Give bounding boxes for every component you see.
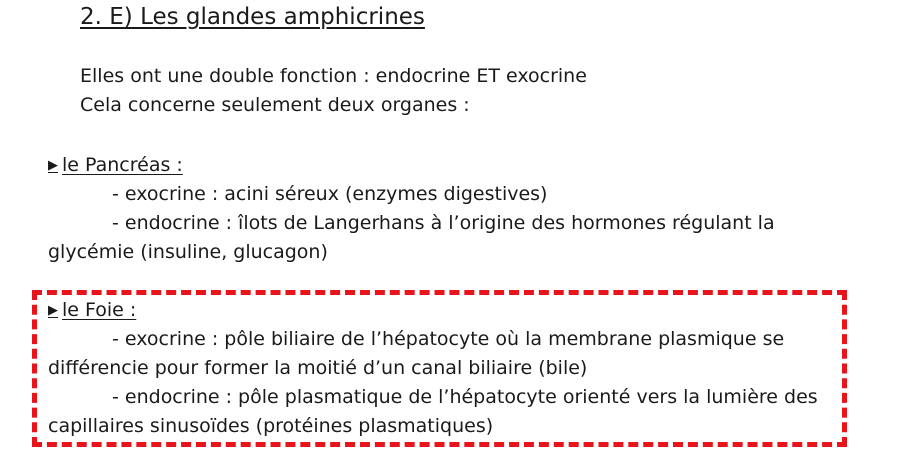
foie-heading	[48, 298, 136, 323]
pancreas-endocrine-continuation: glycémie (insuline, glucagon)	[48, 241, 328, 263]
section-title: 2. E) Les glandes amphicrines	[80, 4, 425, 30]
foie-endocrine-line: - endocrine : pôle plasmatique de l’hépatocyte orienté vers la lumière des	[112, 386, 818, 408]
foie-exocrine-continuation: différencie pour former la moitié d’un canal biliaire (bile)	[48, 357, 588, 379]
foie-endocrine-continuation: capillaires sinusoïdes (protéines plasmatiques)	[48, 415, 494, 437]
intro-line-1: Elles ont une double fonction : endocrine ET exocrine	[80, 65, 587, 87]
pancreas-exocrine-line: - exocrine : acini séreux (enzymes digestives)	[112, 183, 548, 205]
pancreas-heading-label: le Pancréas :	[62, 154, 183, 176]
intro-line-2: Cela concerne seulement deux organes :	[80, 94, 470, 116]
pancreas-endocrine-line: - endocrine : îlots de Langerhans à l’origine des hormones régulant la	[112, 212, 775, 234]
pancreas-heading	[48, 153, 183, 178]
foie-exocrine-line: - exocrine : pôle biliaire de l’hépatocyte où la membrane plasmique se	[112, 328, 785, 350]
foie-heading-label: le Foie :	[62, 299, 137, 321]
triangle-marker-icon: ▶	[48, 303, 58, 318]
triangle-marker-icon: ▶	[48, 158, 58, 173]
